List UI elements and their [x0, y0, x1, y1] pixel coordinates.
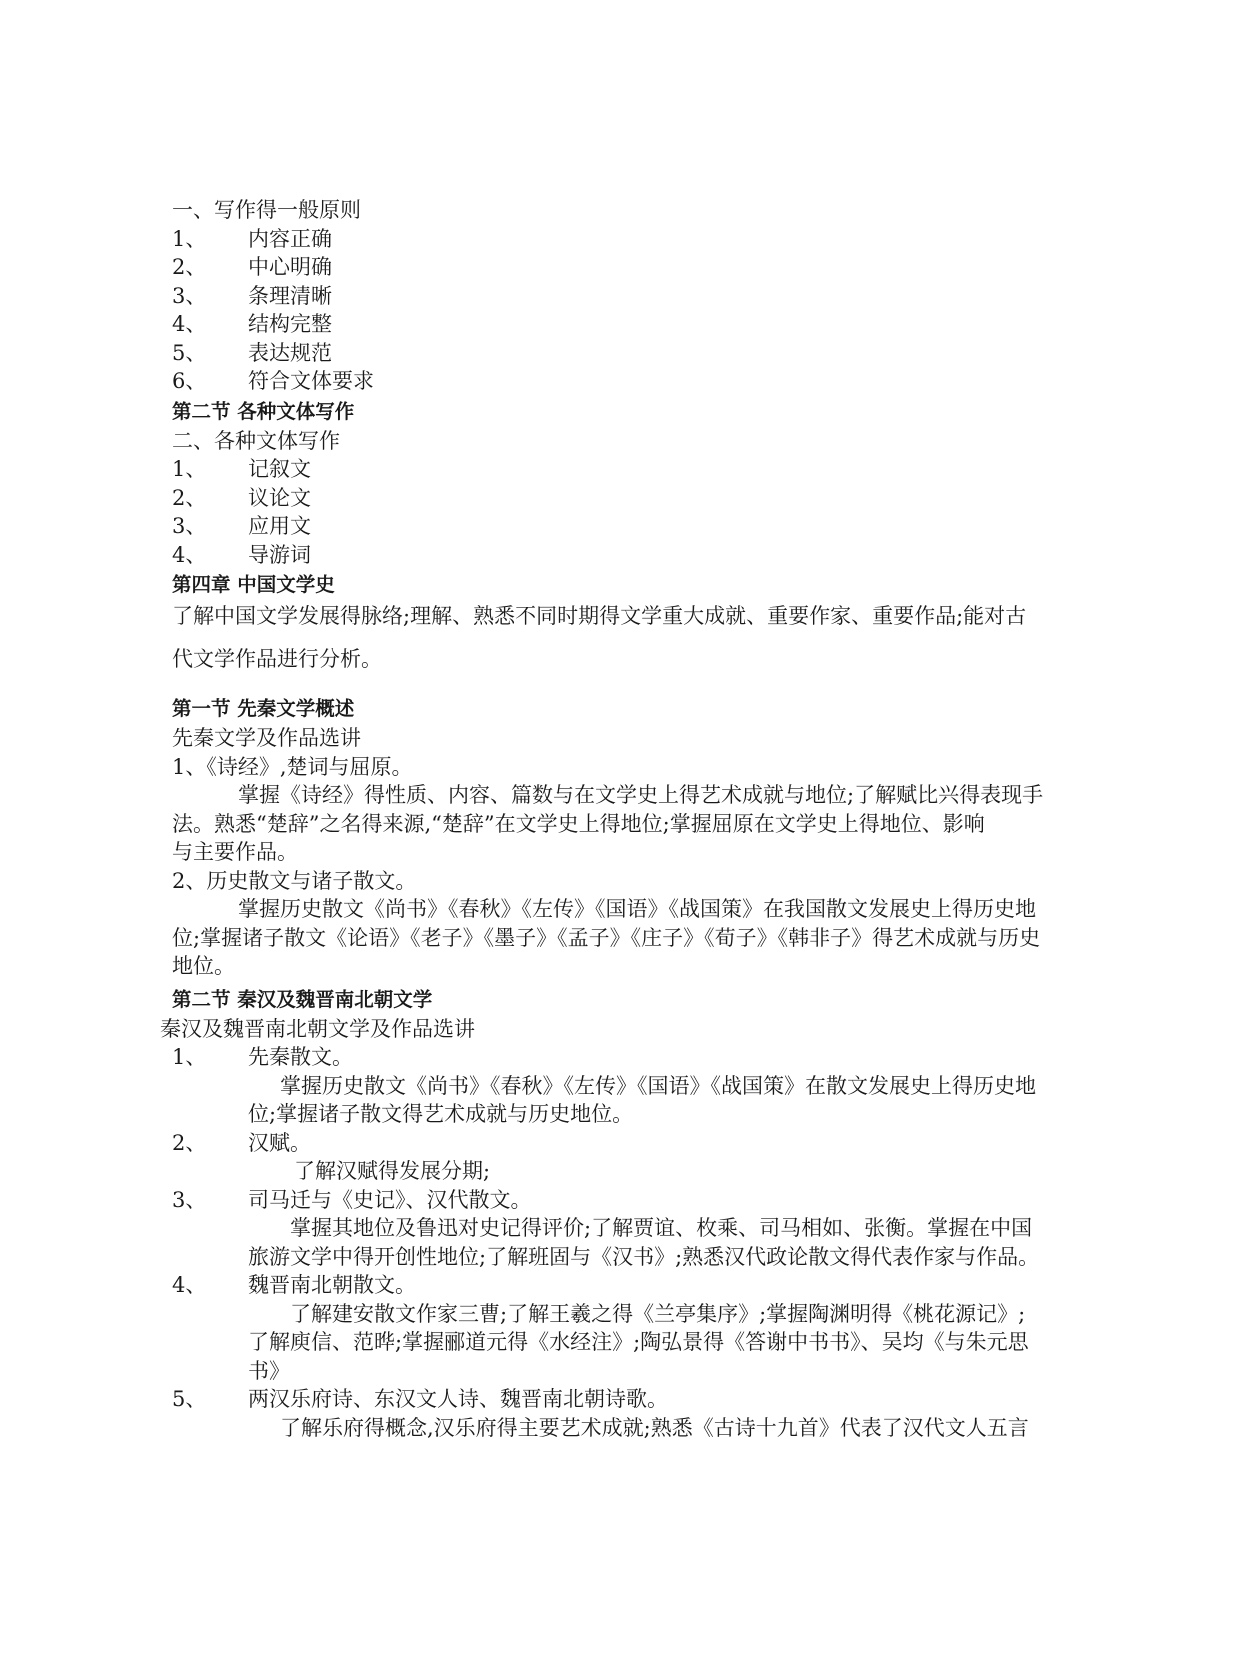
chapter-heading: 第四章 中国文学史 [172, 573, 335, 596]
list-item: 3、 应用文 [172, 514, 311, 538]
paragraph-line: 与主要作品。 [172, 840, 298, 864]
section-title: 二、各种文体写作 [172, 428, 340, 453]
paragraph-line: 掌握历史散文《尚书》《春秋》《左传》《国语》《战国策》在我国散文发展史上得历史地 [238, 897, 1036, 921]
paragraph-line: 掌握《诗经》得性质、内容、篇数与在文学史上得艺术成就与地位;了解赋比兴得表现手 [238, 783, 1044, 807]
chapter-intro: 代文学作品进行分析。 [172, 646, 382, 671]
chapter-intro: 了解中国文学发展得脉络;理解、熟悉不同时期得文学重大成就、重要作家、重要作品;能对古 [172, 604, 1027, 628]
section-title: 一、写作得一般原则 [172, 198, 361, 222]
paragraph-line: 了解汉赋得发展分期; [294, 1159, 491, 1183]
section-subtitle: 先秦文学及作品选讲 [172, 726, 361, 750]
document-page [160, 196, 1082, 1442]
list-item: 2、 汉赋。 [172, 1130, 311, 1155]
list-item: 3、 条理清晰 [172, 283, 332, 308]
list-item: 1、 记叙文 [172, 457, 311, 481]
paragraph-line: 位;掌握诸子散文《论语》《老子》《墨子》《孟子》《庄子》《荀子》《韩非子》得艺术成就与历史 [172, 925, 1041, 950]
list-item: 5、 两汉乐府诗、东汉文人诗、魏晋南北朝诗歌。 [172, 1387, 668, 1411]
list-item: 5、 表达规范 [172, 340, 332, 365]
item-body [248, 1157, 1082, 1186]
paragraph-line: 书》 [248, 1358, 290, 1383]
paragraph-line: 地位。 [172, 954, 235, 978]
list-item: 6、 符合文体要求 [172, 369, 374, 393]
list-item: 2、 议论文 [172, 485, 311, 510]
item-body [248, 1300, 1082, 1386]
item-body [248, 1414, 1082, 1443]
paragraph-line: 了解庾信、范晔;掌握郦道元得《水经注》;陶弘景得《答谢中书书》、吴均《与朱元思 [248, 1330, 1029, 1354]
section-subtitle: 秦汉及魏晋南北朝文学及作品选讲 [160, 1016, 475, 1041]
paragraph-line: 法。熟悉“楚辞”之名得来源,“楚辞”在文学史上得地位;掌握屈原在文学史上得地位、影响 [172, 811, 985, 836]
paragraph-line: 了解乐府得概念,汉乐府得主要艺术成就;熟悉《古诗十九首》代表了汉代文人五言 [280, 1415, 1029, 1440]
list-item: 1、 先秦散文。 [172, 1045, 353, 1069]
list-item: 4、 结构完整 [172, 312, 332, 336]
list-item: 3、 司马迁与《史记》、汉代散文。 [172, 1187, 532, 1212]
item-title: 1、《诗经》,楚词与屈原。 [172, 754, 413, 779]
list-item: 4、 导游词 [172, 542, 311, 567]
list-item: 4、 魏晋南北朝散文。 [172, 1273, 416, 1297]
section-heading: 第一节 先秦文学概述 [172, 697, 355, 720]
paragraph-line: 位;掌握诸子散文得艺术成就与历史地位。 [248, 1102, 634, 1126]
paragraph-line: 掌握其地位及鲁迅对史记得评价;了解贾谊、枚乘、司马相如、张衡。掌握在中国 [290, 1216, 1033, 1240]
list-item: 2、 中心明确 [172, 255, 332, 279]
list-item: 1、 内容正确 [172, 226, 332, 251]
item-body [248, 1072, 1082, 1129]
paragraph-line: 旅游文学中得开创性地位;了解班固与《汉书》;熟悉汉代政论散文得代表作家与作品。 [248, 1244, 1040, 1269]
item-body [248, 1214, 1082, 1271]
section-heading: 第二节 秦汉及魏晋南北朝文学 [172, 987, 433, 1011]
section-heading: 第二节 各种文体写作 [172, 399, 355, 423]
item-title: 2、历史散文与诸子散文。 [172, 868, 417, 893]
paragraph-line: 掌握历史散文《尚书》《春秋》《左传》《国语》《战国策》在散文发展史上得历史地 [280, 1073, 1036, 1098]
paragraph-line: 了解建安散文作家三曹;了解王羲之得《兰亭集序》;掌握陶渊明得《桃花源记》; [290, 1301, 1026, 1326]
